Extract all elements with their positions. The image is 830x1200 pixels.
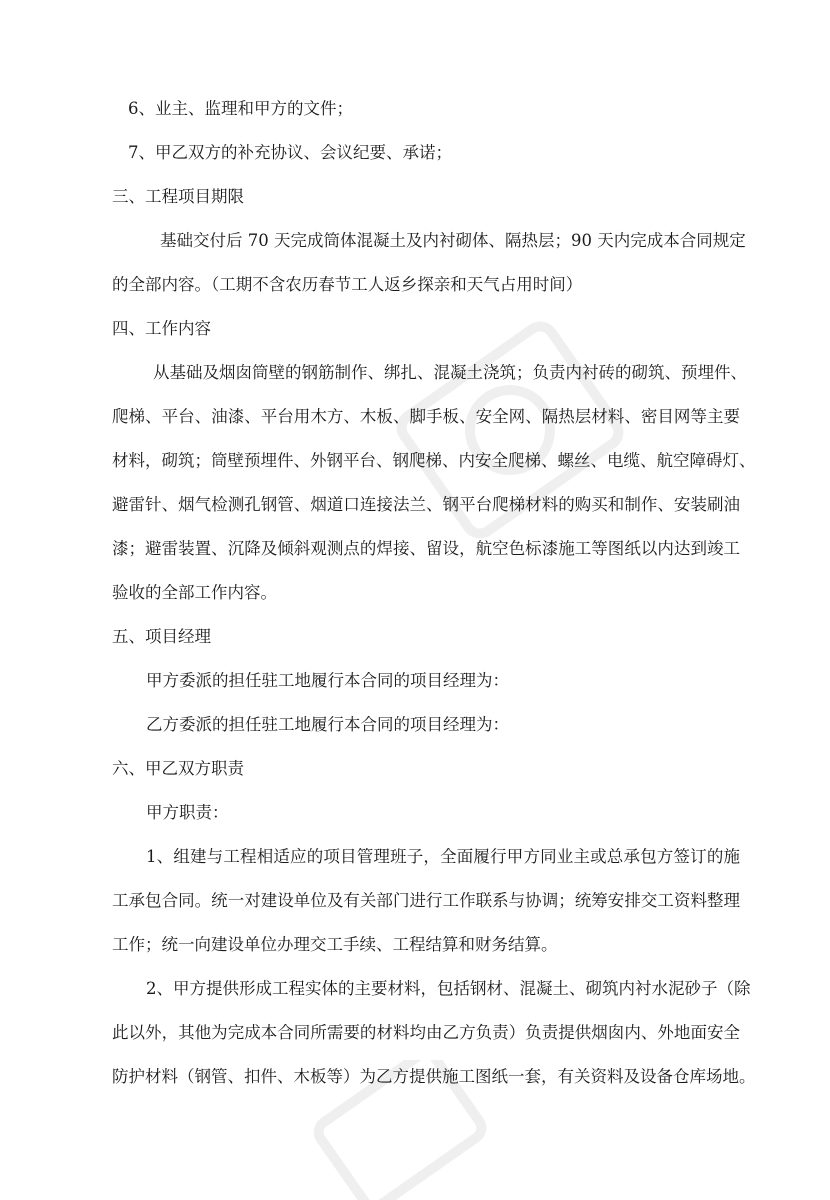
party-b-manager-line: 乙方委派的担任驻工地履行本合同的项目经理为： (146, 715, 509, 734)
section-3-paragraph-line-1: 基础交付后 70 天完成筒体混凝土及内衬砌体、隔热层；90 天内完成本合同规定 (160, 231, 746, 250)
section-3-paragraph-line-2: 的全部内容。（工期不含农历春节工人返乡探亲和天气占用时间） (112, 275, 583, 294)
list-item-6: 6、业主、监理和甲方的文件； (128, 99, 353, 118)
duty-2-line-1: 2、甲方提供形成工程实体的主要材料，包括钢材、混凝土、砌筑内衬水泥砂子（除 (146, 979, 751, 998)
duty-1-line-2: 工承包合同。统一对建设单位及有关部门进行工作联系与协调；统筹安排交工资料整理 (112, 891, 740, 910)
section-4-paragraph-line-3: 材料，砌筑；筒壁预埋件、外钢平台、钢爬梯、内安全爬梯、螺丝、电缆、航空障碍灯、 (112, 451, 756, 470)
duty-1-line-3: 工作；统一向建设单位办理交工手续、工程结算和财务结算。 (112, 935, 558, 954)
section-4-paragraph-line-4: 避雷针、烟气检测孔钢管、烟道口连接法兰、钢平台爬梯材料的购买和制作、安装刷油 (112, 495, 740, 514)
duty-2-line-2: 此以外，其他为完成本合同所需要的材料均由乙方负责）负责提供烟囱内、外地面安全 (112, 1023, 740, 1042)
watermark-stamp (380, 300, 640, 560)
section-6-heading: 六、甲乙双方职责 (112, 759, 244, 778)
party-a-manager-line: 甲方委派的担任驻工地履行本合同的项目经理为： (146, 671, 509, 690)
section-4-heading: 四、工作内容 (112, 319, 211, 338)
section-3-heading: 三、工程项目期限 (112, 187, 244, 206)
list-item-7: 7、甲乙双方的补充协议、会议纪要、承诺； (128, 143, 452, 162)
party-a-duties-subheading: 甲方职责： (146, 803, 229, 822)
section-4-paragraph-line-1: 从基础及烟囱筒壁的钢筋制作、绑扎、混凝土浇筑；负责内衬砖的砌筑、预埋件、 (153, 363, 747, 382)
section-4-paragraph-line-2: 爬梯、平台、油漆、平台用木方、木板、脚手板、安全网、隔热层材料、密目网等主要 (112, 407, 740, 426)
section-5-heading: 五、项目经理 (112, 627, 211, 646)
section-4-paragraph-line-5: 漆；避雷装置、沉降及倾斜观测点的焊接、留设，航空色标漆施工等图纸以内达到竣工 (112, 539, 740, 558)
section-4-paragraph-line-6: 验收的全部工作内容。 (112, 583, 277, 602)
duty-2-line-3: 防护材料（钢管、扣件、木板等）为乙方提供施工图纸一套，有关资料及设备仓库场地。 (112, 1067, 756, 1086)
duty-1-line-1: 1、组建与工程相适应的项目管理班子，全面履行甲方同业主或总承包方签订的施 (146, 847, 740, 866)
